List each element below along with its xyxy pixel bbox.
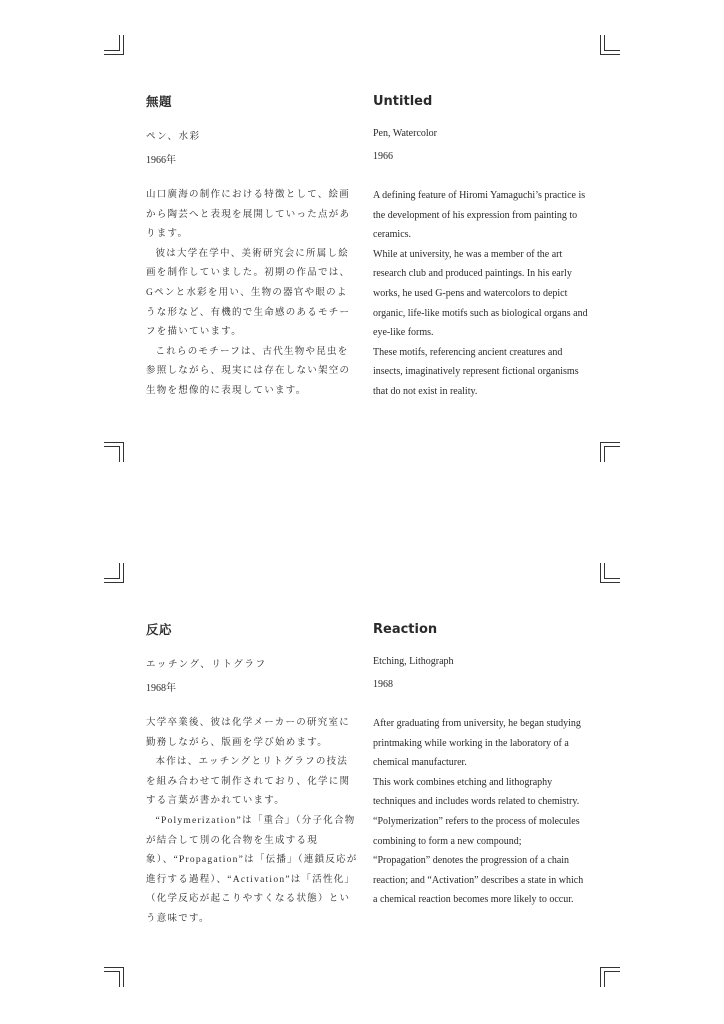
crop-mark-top-right: [600, 35, 620, 55]
crop-mark-mid-right-b: [600, 563, 620, 583]
artwork-description-en: [373, 186, 588, 402]
paragraph: これらのモチーフは、古代生物や昆虫を参照しながら、現実には存在しない架空の生物を想像的に表現しています。: [146, 346, 351, 396]
paragraph: This work combines etching and lithography techniques and includes words related to chemistry.: [373, 776, 580, 808]
crop-mark-bottom-right: [600, 967, 620, 987]
artwork-year-en: 1966: [373, 151, 393, 162]
paragraph: A defining feature of Hiromi Yamaguchi’s practice is the development of his expression from painting to ceramics.: [373, 190, 586, 241]
artwork-medium-en: Pen, Watercolor: [373, 128, 437, 139]
artwork-year-ja: 1968年: [146, 683, 176, 694]
paragraph: 山口廣海の制作における特徴として、絵画から陶芸へと表現を展開していった点があります。: [146, 190, 351, 240]
paragraph: After graduating from university, he began studying printmaking while working in the laboratory of a chemical manufacturer.: [373, 718, 581, 769]
paragraph: 本作は、エッチングとリトグラフの技法を組み合わせて制作されており、化学に関する言葉が書かれています。: [146, 757, 351, 807]
paragraph: “Polymerization” refers to the process of molecules combining to form a new compound;: [373, 815, 580, 847]
paragraph: 大学卒業後、彼は化学メーカーの研究室に勤務しながら、版画を学び始めます。: [146, 718, 351, 748]
section-reaction-ja: [146, 622, 358, 924]
paragraph: 彼は大学在学中、美術研究会に所属し絵画を制作していました。初期の作品では、Gペンと水彩を用い、生物の器官や眼のような形など、有機的で生命感のあるモチーフを描いています。: [146, 248, 351, 338]
artwork-medium-ja: ペン、水彩: [146, 132, 201, 142]
paragraph: These motifs, referencing ancient creatures and insects, imaginatively represent fictional organisms that do not exist in reality.: [373, 346, 579, 397]
crop-mark-mid-left-a: [104, 442, 124, 462]
artwork-title-ja: 反応: [146, 622, 173, 637]
section-untitled-en: [373, 94, 588, 397]
crop-mark-mid-right-a: [600, 442, 620, 462]
paragraph: While at university, he was a member of the art research club and produced paintings. In his early works, he used G-pens and watercolors to depict organic, life-like motifs such as biological organs and eye-like forms.: [373, 248, 588, 339]
artwork-medium-ja: エッチング、リトグラフ: [146, 660, 267, 670]
section-untitled-ja: [146, 94, 358, 396]
artwork-title-en: Untitled: [373, 94, 433, 109]
paragraph: “Polymerization”は「重合」（分子化合物が結合して別の化合物を生成する現象）、“Propagation”は「伝播」（連鎖反応が進行する過程）、“Activation”は「活性化」（化学反応が起こりやすくなる状態）という意味です。: [146, 815, 358, 924]
artwork-title-en: Reaction: [373, 622, 438, 637]
crop-mark-top-left: [104, 35, 124, 55]
artwork-title-ja: 無題: [146, 94, 173, 109]
section-reaction-en: [373, 622, 588, 906]
artwork-year-en: 1968: [373, 679, 393, 690]
crop-mark-bottom-left: [104, 967, 124, 987]
artwork-year-ja: 1966年: [146, 155, 176, 166]
artwork-description-en: [373, 714, 588, 910]
paragraph: “Propagation” denotes the progression of a chain reaction; and “Activation” describes a state in which a chemical reaction becomes more likely to occur.: [373, 855, 584, 906]
crop-mark-mid-left-b: [104, 563, 124, 583]
artwork-description-ja: [146, 714, 358, 930]
artwork-medium-en: Etching, Lithograph: [373, 656, 454, 667]
artwork-description-ja: [146, 186, 358, 402]
